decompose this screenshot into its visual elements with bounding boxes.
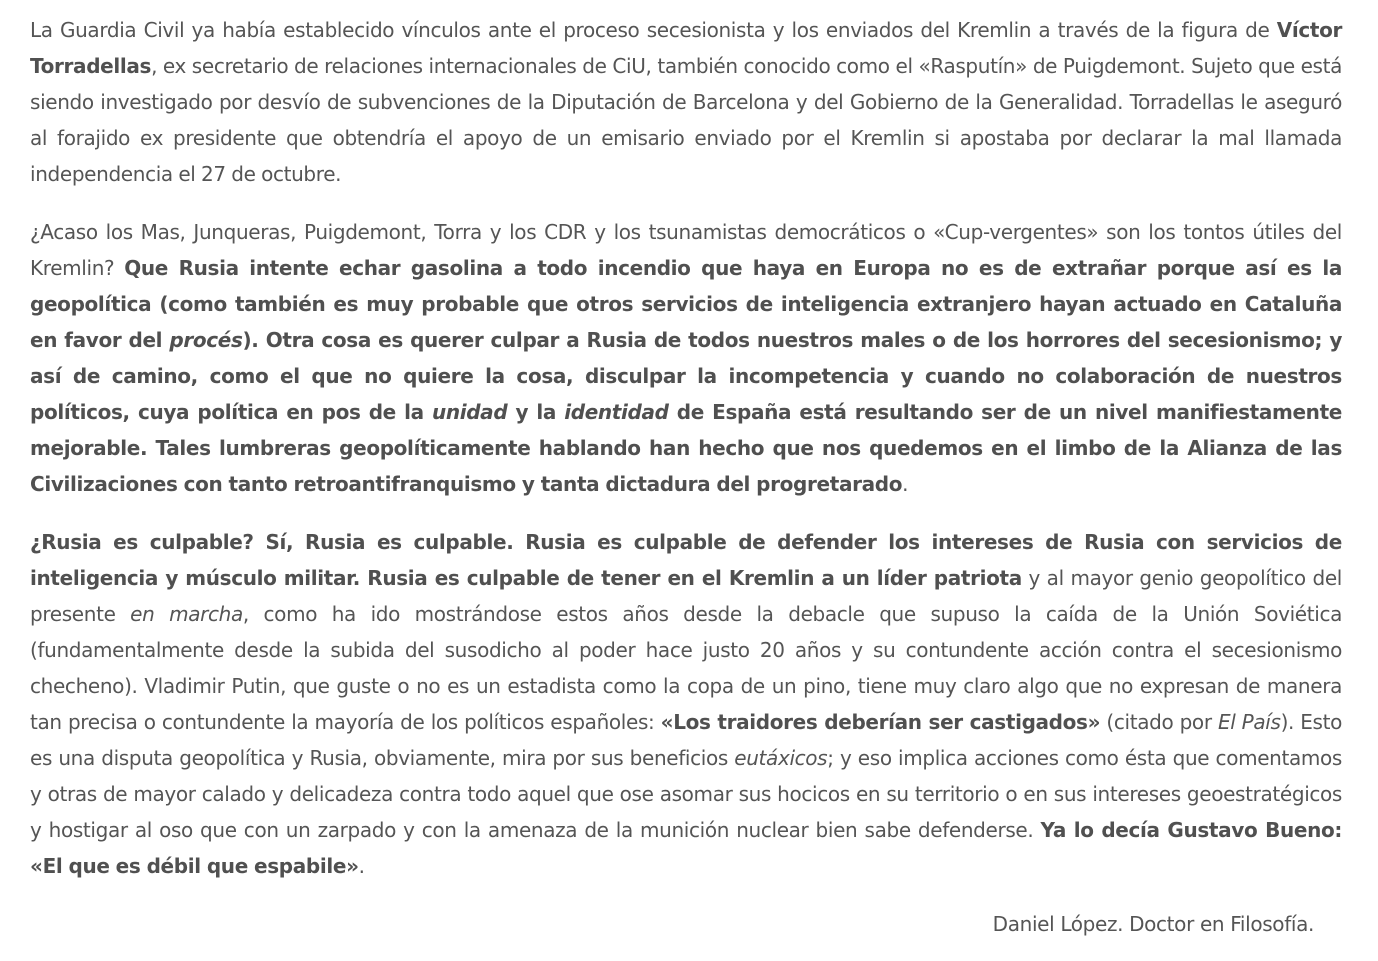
italic-el-pais: El País [1217,710,1281,734]
article-body [30,12,1342,906]
text-run: , ex secretario de relaciones internacionales de CiU, también conocido como el «Rasputín» de Puigdemont. Sujeto que está siendo investigado por desvío de subvenciones de la Diputación de Barcelona y del Gobierno de la Generalidad. Torradellas le aseguró al forajido ex presidente que obtendría el apoyo de un emisario enviado por el Kremlin si apostaba por declarar la mal llamada independencia el 27 de octubre. [30,54,1342,186]
bold-text-run: de España está resultando ser de un nivel manifiestamente mejorable. Tales lumbreras geopolíticamente hablando han hecho que nos quedemos en el limbo de la Alianza de las Civilizaciones con tanto retroantifranquismo y tanta dictadura del progretarado [30,400,1342,496]
italic-eutaxicos: eutáxicos [734,746,828,770]
text-run: , como ha ido mostrándose estos años desde la debacle que supuso la caída de la Unión Soviética (fundamentalmente desde la subida del susodicho al poder hace justo 20 años y su contundente acción contra el secesionismo checheno). Vladimir Putin, que guste o no es un estadista como la copa de un pino, tiene muy claro algo que no expresan de manera tan precisa o contundente la mayoría de los políticos españoles: [30,602,1343,734]
text-run: . [902,472,909,496]
italic-term: identidad [564,400,669,424]
paragraph-1 [30,12,1342,192]
text-run: . [358,854,365,878]
text-run: ; y eso implica acciones como ésta que comentamos y otras de mayor calado y delicadeza contra todo aquel que ose asomar sus hocicos en su territorio o en sus intereses geoestratégicos y hostigar al oso que con un zarpado y con la amenaza de la munición nuclear bien sabe defenderse. [30,746,1342,842]
bold-text-run: y la [507,400,565,424]
text-run: y al mayor genio geopolítico del presente [30,566,1342,626]
bold-quote-putin: «Los traidores deberían ser castigados» [660,710,1101,734]
italic-term: procés [169,328,243,352]
author-signature: Daniel López. Doctor en Filosofía. [992,912,1314,936]
bold-text-run: ¿Rusia es culpable? Sí, Rusia es culpable. Rusia es culpable de defender los intereses de Rusia con servicios de inteligencia y músculo militar. Rusia es culpable de tener en el Kremlin a un líder patriota [30,530,1342,590]
italic-en-marcha: en marcha [130,602,243,626]
text-run: ¿Acaso los Mas, Junqueras, Puigdemont, Torra y los CDR y los tsunamistas democráticos o «Cup-vergentes» son los tontos útiles del Kremlin? [30,220,1342,280]
bold-text-run: Que Rusia intente echar gasolina a todo incendio que haya en Europa no es de extrañar porque así es la geopolítica (como también es muy probable que otros servicios de inteligencia extranjero hayan actuado en Cataluña en favor del [30,256,1342,352]
paragraph-2 [30,214,1342,502]
italic-term: unidad [431,400,508,424]
paragraph-3 [30,524,1342,884]
bold-italic-proces [169,328,242,352]
text-run: (citado por [1100,710,1218,734]
bold-name-torradellas: Víctor Torradellas [30,18,1342,78]
bold-italic-identidad [564,400,668,424]
bold-italic-unidad [432,400,507,424]
bold-quote-bueno: Ya lo decía Gustavo Bueno: «El que es débil que espabile» [30,818,1343,878]
text-run: ). Esto es una disputa geopolítica y Rusia, obviamente, mira por sus beneficios [30,710,1342,770]
text-run: La Guardia Civil ya había establecido vínculos ante el proceso secesionista y los enviados del Kremlin a través de la figura de [30,18,1277,42]
bold-text-run: ). Otra cosa es querer culpar a Rusia de todos nuestros males o de los horrores del secesionismo; y así de camino, como el que no quiere la cosa, disculpar la incompetencia y cuando no colaboración de nuestros políticos, cuya política en pos de la [30,328,1343,424]
